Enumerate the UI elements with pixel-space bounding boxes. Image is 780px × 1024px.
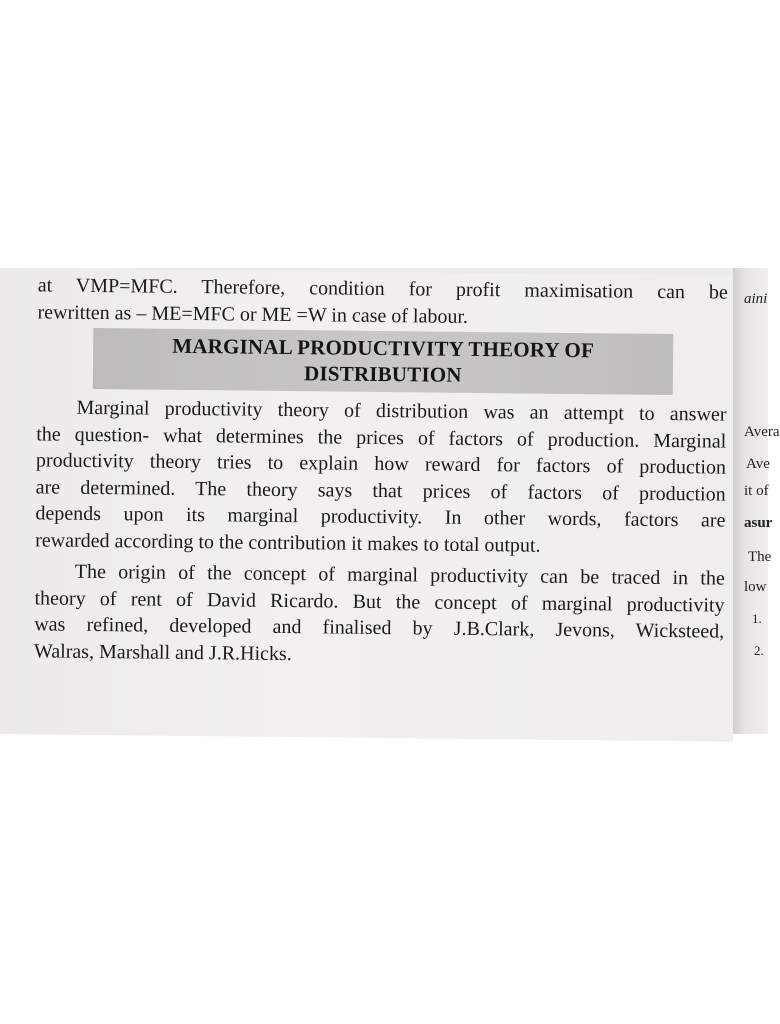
paragraph-1 — [35, 394, 727, 560]
heading-line-2: DISTRIBUTION — [303, 361, 462, 387]
intro-line-1: at VMP=MFC. Therefore, condition for profit maximisation can be — [37, 274, 728, 304]
intro-line-2: rewritten as – ME=MFC or ME =W in case of labour. — [37, 300, 469, 328]
neighbor-fragment: The — [748, 549, 772, 565]
neighbor-fragment: low — [744, 579, 767, 595]
paragraph-2-line: The origin of the concept of marginal productivity can be traced in the — [74, 560, 725, 590]
paragraph-1-line: are determined. The theory says that prices of factors of production — [35, 475, 726, 506]
paragraph-1-line: depends upon its marginal productivity. In other words, factors are — [35, 502, 726, 532]
paragraph-1-line: rewarded according to the contribution it makes to total output. — [35, 528, 541, 557]
neighbor-page-edge — [740, 268, 780, 734]
neighbor-fragment: 2. — [754, 643, 764, 658]
neighbor-fragment: asur — [744, 515, 773, 531]
neighbor-fragment: it of — [744, 483, 769, 499]
paragraph-1-line: the question- what determines the prices of factors of production. Marginal — [36, 422, 727, 453]
book-page — [0, 268, 738, 742]
section-heading — [93, 328, 674, 395]
photographed-page — [0, 268, 780, 734]
page-text — [34, 272, 728, 671]
heading-line-1: MARGINAL PRODUCTIVITY THEORY OF — [172, 333, 595, 363]
paragraph-2-line: was refined, developed and finalised by J.B.Clark, Jevons, Wicksteed, — [34, 613, 725, 643]
neighbor-fragment: aini — [744, 291, 768, 307]
paragraph-2 — [34, 558, 725, 671]
neighbor-fragment: Ave — [746, 456, 770, 472]
paragraph-1-line: productivity theory tries to explain how reward for factors of production — [35, 449, 727, 479]
paragraph-2-line: theory of rent of David Ricardo. But the concept of marginal productivity — [34, 586, 725, 617]
neighbor-fragment: Avera — [744, 424, 780, 440]
neighbor-fragment: 1. — [752, 611, 762, 626]
paragraph-2-line: Walras, Marshall and J.R.Hicks. — [33, 639, 292, 665]
paragraph-1-line: Marginal productivity theory of distribution was an attempt to answer — [76, 396, 727, 426]
